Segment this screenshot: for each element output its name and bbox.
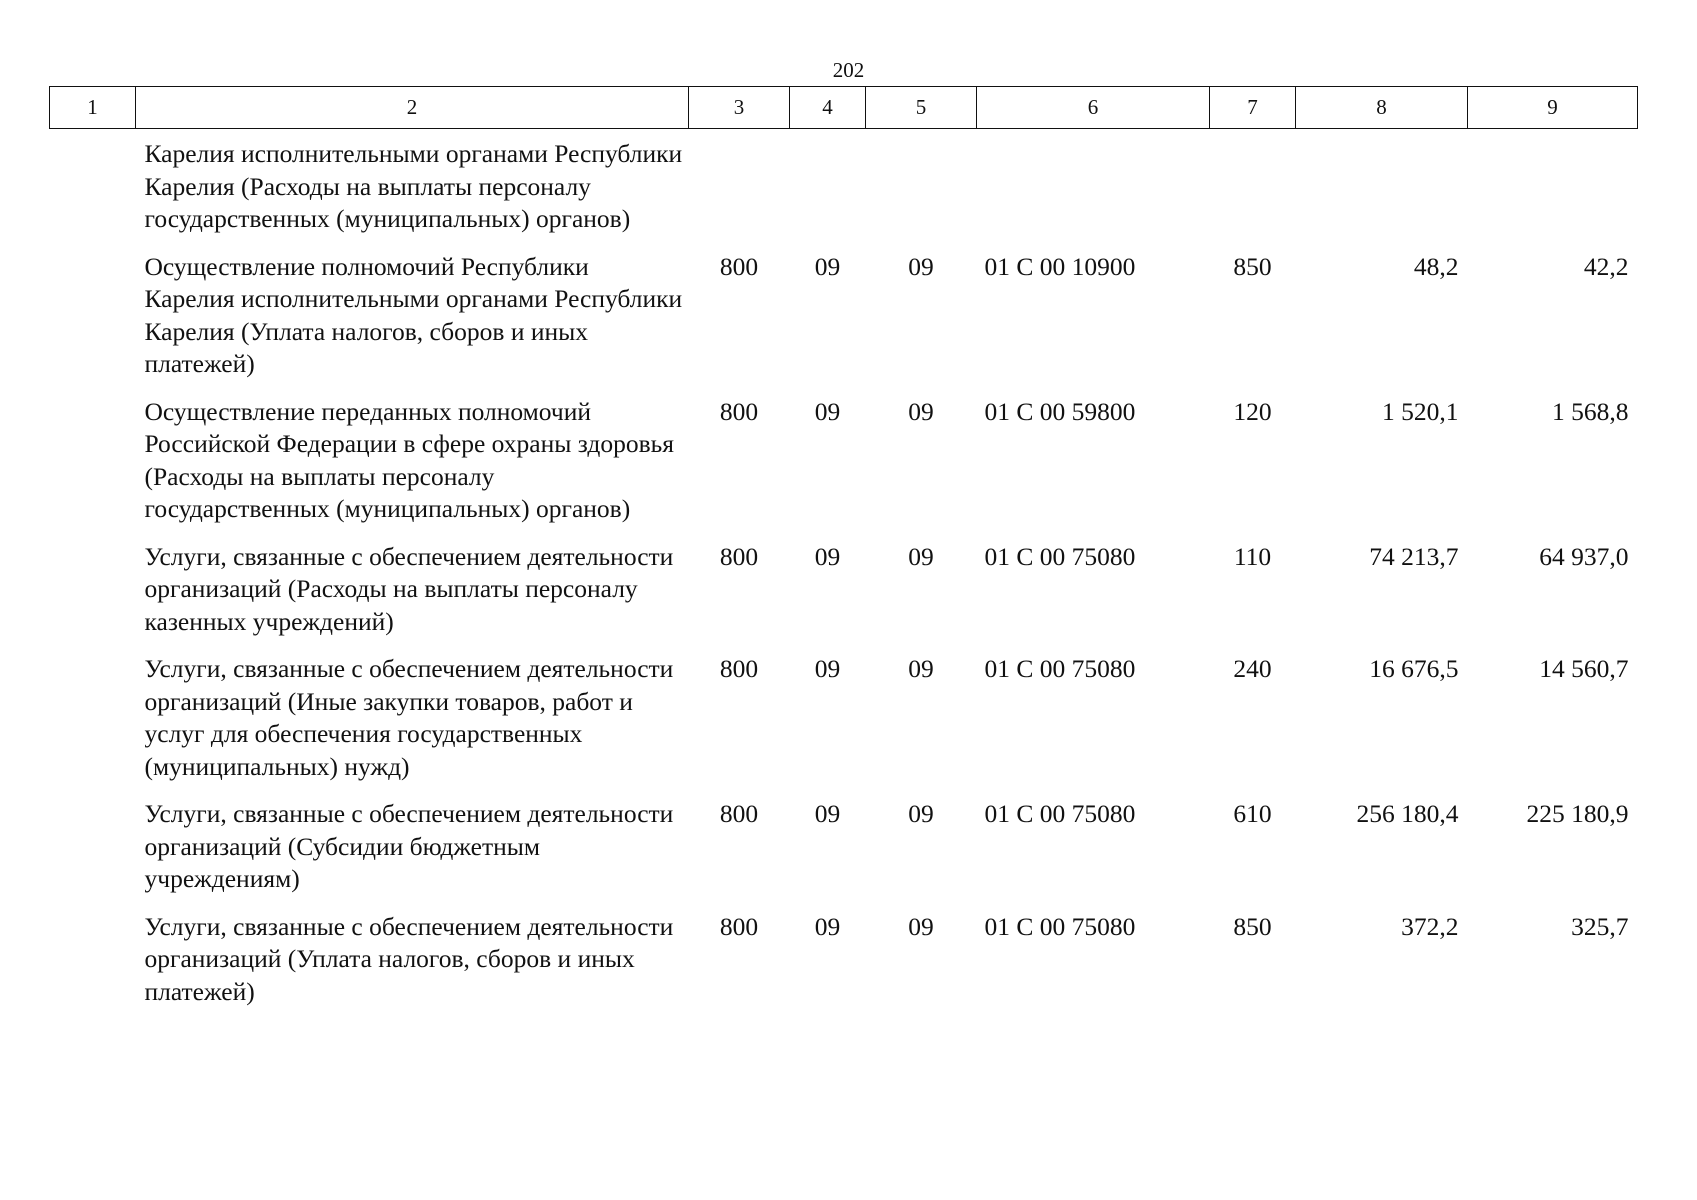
subsection-code-cell: 09 [908,654,934,683]
expense-type-cell: 240 [1233,654,1272,683]
ministry-code-cell: 800 [719,251,759,281]
section-code-cell: 09 [814,251,841,281]
subsection-code-cell: 09 [908,799,934,828]
section-code-cell: 09 [814,396,841,426]
amount-col9-cell: 325,7 [1571,911,1629,941]
row-number-cell [50,396,136,541]
item-name-cell: Осуществление полномочий Республики Карелия исполнительными органами Республики Карелия (Уплата налогов, сборов и иных платежей) [144,251,683,378]
amount-col8-cell: 1 520,1 [1382,396,1459,426]
table-row [50,911,1638,1024]
table-row [50,798,1638,911]
table-body [50,129,1638,1024]
amount-col9-cell: 64 937,0 [1539,541,1629,571]
row-number-cell [50,129,136,251]
header-cell-1: 1 [50,87,136,129]
amount-col8-cell: 256 180,4 [1356,799,1459,828]
row-number-cell [50,541,136,654]
item-name-cell: Карелия исполнительными органами Республики Карелия (Расходы на выплаты персоналу государственных (муниципальных) органов) [144,139,683,233]
expense-type-cell: 850 [1233,251,1272,281]
row-number-cell [50,251,136,396]
table-row [50,396,1638,541]
budget-table [49,86,1638,1023]
ministry-code-cell: 800 [719,541,759,571]
target-article-cell: 01 С 00 59800 [984,396,1136,426]
amount-col9-cell: 225 180,9 [1526,799,1629,828]
item-name-cell: Услуги, связанные с обеспечением деятельности организаций (Субсидии бюджетным учреждениям) [144,799,674,893]
row-number-cell [50,911,136,1024]
section-code-cell: 09 [814,799,841,828]
header-row [50,87,1638,129]
target-article-cell [977,129,1210,251]
subsection-code-cell: 09 [908,911,934,941]
subsection-code-cell: 09 [908,541,934,571]
section-code-cell: 09 [814,654,841,683]
header-cell-5: 5 [866,87,977,129]
header-cell-2: 2 [136,87,689,129]
table-row [50,541,1638,654]
header-cell-6: 6 [977,87,1210,129]
target-article-cell: 01 С 00 75080 [984,799,1136,828]
table-row [50,251,1638,396]
table-row [50,129,1638,251]
subsection-code-cell: 09 [908,396,934,426]
item-name-cell: Осуществление переданных полномочий Российской Федерации в сфере охраны здоровья (Расходы на выплаты персоналу государственных (муниципальных) органов) [144,396,674,523]
target-article-cell: 01 С 00 75080 [984,541,1136,571]
subsection-code-cell [866,129,977,251]
header-cell-4: 4 [790,87,866,129]
section-code-cell: 09 [814,911,841,941]
amount-col8-cell [1296,129,1468,251]
header-cell-7: 7 [1210,87,1296,129]
ministry-code-cell: 800 [719,396,759,426]
amount-col8-cell: 16 676,5 [1369,654,1459,683]
subsection-code-cell: 09 [908,251,934,281]
row-number-cell [50,653,136,798]
amount-col8-cell: 372,2 [1401,911,1459,941]
header-cell-3: 3 [689,87,790,129]
section-code-cell [790,129,866,251]
header-cell-8: 8 [1296,87,1468,129]
target-article-cell: 01 С 00 75080 [984,911,1136,941]
page-number: 202 [832,58,865,82]
ministry-code-cell: 800 [719,911,759,941]
table-row [50,653,1638,798]
expense-type-cell: 110 [1233,541,1272,571]
expense-type-cell: 610 [1233,799,1272,828]
ministry-code-cell: 800 [719,799,759,828]
table-header [50,87,1638,129]
amount-col9-cell [1468,129,1638,251]
item-name-cell: Услуги, связанные с обеспечением деятельности организаций (Иные закупки товаров, работ и услуг для обеспечения государственных (муниципальных) нужд) [144,654,674,781]
target-article-cell: 01 С 00 75080 [984,654,1136,683]
expense-type-cell: 850 [1233,911,1272,941]
expense-type-cell [1210,129,1296,251]
section-code-cell: 09 [814,541,841,571]
amount-col9-cell: 1 568,8 [1552,396,1629,426]
item-name-cell: Услуги, связанные с обеспечением деятельности организаций (Уплата налогов, сборов и иных платежей) [144,911,674,1006]
amount-col9-cell: 42,2 [1583,251,1629,281]
item-name-cell: Услуги, связанные с обеспечением деятельности организаций (Расходы на выплаты персоналу казенных учреждений) [144,541,674,636]
row-number-cell [50,798,136,911]
ministry-code-cell [689,129,790,251]
amount-col8-cell: 74 213,7 [1369,541,1459,571]
expense-type-cell: 120 [1233,396,1272,426]
header-cell-9: 9 [1468,87,1638,129]
target-article-cell: 01 С 00 10900 [984,251,1136,281]
amount-col9-cell: 14 560,7 [1539,654,1629,683]
ministry-code-cell: 800 [719,654,759,683]
amount-col8-cell: 48,2 [1413,251,1459,281]
